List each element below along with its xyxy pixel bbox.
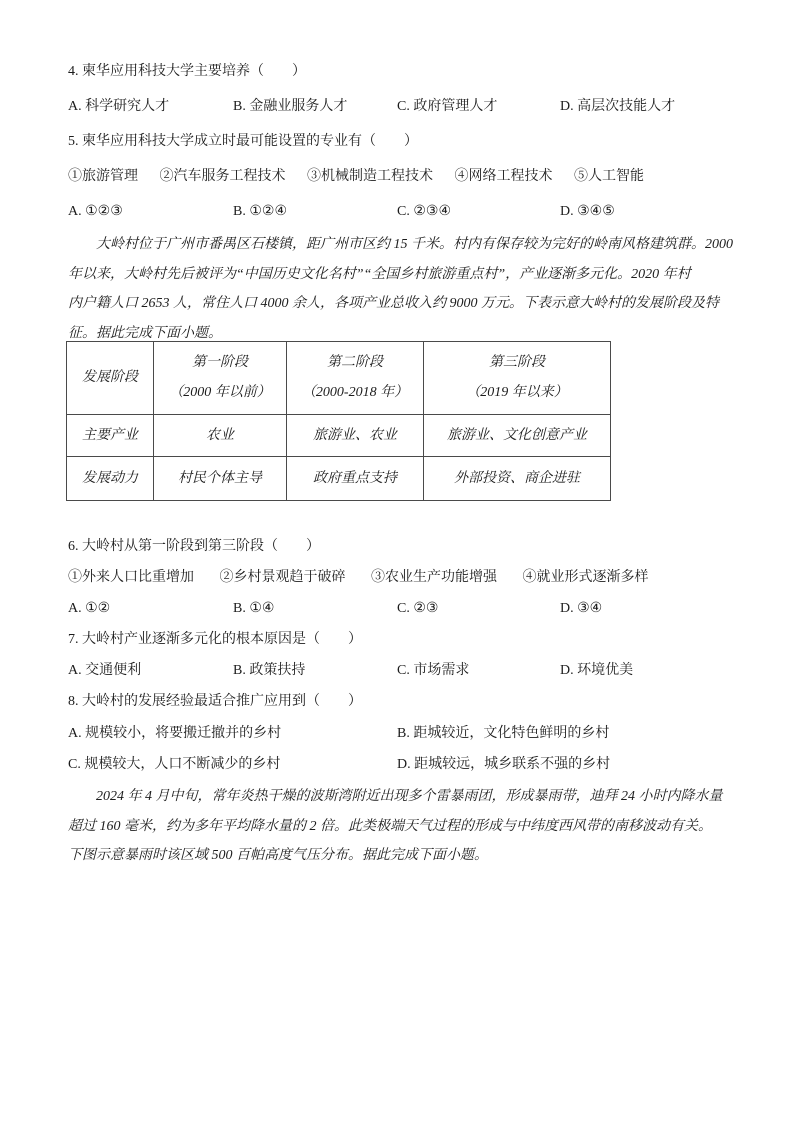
question-7-option-b: B. 政策扶持 [233, 663, 306, 678]
table-row-development-driver [67, 457, 611, 501]
passage-rainstorm-line-1: 2024 年 4 月中旬，常年炎热干燥的波斯湾附近出现多个雷暴雨团，形成暴雨带，迪拜 24 小时内降水量 [96, 789, 723, 804]
question-8-option-c: C. 规模较大，人口不断减少的乡村 [68, 757, 281, 772]
question-6-option-c: C. ②③ [397, 601, 439, 616]
passage-daling-line-2: 年以来，大岭村先后被评为“中国历史文化名村”“全国乡村旅游重点村”，产业逐渐多元化。2020 年村 [68, 267, 691, 282]
question-5-item-2: ②汽车服务工程技术 [159, 169, 286, 184]
question-7-option-c: C. 市场需求 [397, 663, 470, 678]
row-label: 发展动力 [67, 457, 154, 501]
question-8-option-d: D. 距城较远，城乡联系不强的乡村 [397, 757, 611, 772]
question-7-stem: 7. 大岭村产业逐渐多元化的根本原因是（ ） [68, 632, 362, 647]
stage-1-period: （2000 年以前） [169, 385, 271, 400]
question-8-option-a: A. 规模较小，将要搬迁撤并的乡村 [68, 726, 282, 741]
stage-2-name: 第二阶段 [327, 355, 383, 370]
question-8-option-b: B. 距城较近，文化特色鲜明的乡村 [397, 726, 610, 741]
table-stage-2-cell [287, 342, 424, 415]
table-cell: 村民个体主导 [154, 457, 287, 501]
question-4-option-a: A. 科学研究人才 [68, 99, 170, 114]
question-5-item-1: ①旅游管理 [68, 169, 138, 184]
question-5-item-4: ④网络工程技术 [454, 169, 553, 184]
question-5-item-3: ③机械制造工程技术 [307, 169, 433, 184]
table-cell: 农业 [154, 415, 287, 457]
question-5-option-b: B. ①②④ [233, 204, 287, 219]
passage-daling-line-3: 内户籍人口 2653 人，常住人口 4000 余人，各项产业总收入约 9000 万元。下表示意大岭村的发展阶段及特 [68, 296, 719, 311]
question-6-stem: 6. 大岭村从第一阶段到第三阶段（ ） [68, 539, 320, 554]
question-6-option-a: A. ①② [68, 601, 111, 616]
passage-daling-line-4: 征。据此完成下面小题。 [68, 326, 222, 341]
question-5-option-a: A. ①②③ [68, 204, 123, 219]
question-8-stem: 8. 大岭村的发展经验最适合推广应用到（ ） [68, 694, 362, 709]
question-6-item-2: ②乡村景观趋于破碎 [219, 570, 346, 585]
question-7-option-a: A. 交通便利 [68, 663, 142, 678]
table-cell: 外部投资、商企进驻 [424, 457, 611, 501]
stage-2-period: （2000-2018 年） [301, 385, 409, 400]
table-header-row [67, 342, 611, 415]
table-cell: 政府重点支持 [287, 457, 424, 501]
question-6-item-4: ④就业形式逐渐多样 [522, 570, 649, 585]
passage-rainstorm-line-2: 超过 160 毫米，约为多年平均降水量的 2 倍。此类极端天气过程的形成与中纬度西风带的南移波动有关。 [68, 819, 712, 834]
table-stage-1-cell [154, 342, 287, 415]
question-5-stem: 5. 柬华应用科技大学成立时最可能设置的专业有（ ） [68, 134, 418, 149]
question-6-option-b: B. ①④ [233, 601, 275, 616]
table-stage-3-cell [424, 342, 611, 415]
row-label: 主要产业 [67, 415, 154, 457]
question-6-item-1: ①外来人口比重增加 [68, 570, 194, 585]
passage-rainstorm-line-3: 下图示意暴雨时该区域 500 百帕高度气压分布。据此完成下面小题。 [68, 848, 488, 863]
stage-1-name: 第一阶段 [192, 355, 248, 370]
question-6-option-d: D. ③④ [560, 601, 603, 616]
table-cell: 旅游业、文化创意产业 [424, 415, 611, 457]
question-4-option-d: D. 高层次技能人才 [560, 99, 676, 114]
table-row-main-industry [67, 415, 611, 457]
question-4-option-c: C. 政府管理人才 [397, 99, 498, 114]
question-5-option-d: D. ③④⑤ [560, 204, 615, 219]
question-5-items [68, 168, 728, 186]
question-7-option-d: D. 环境优美 [560, 663, 634, 678]
question-6-item-3: ③农业生产功能增强 [371, 570, 497, 585]
table-cell: 旅游业、农业 [287, 415, 424, 457]
stage-3-name: 第三阶段 [489, 355, 545, 370]
stage-3-period: （2019 年以来） [466, 385, 568, 400]
question-5-option-c: C. ②③④ [397, 204, 451, 219]
question-4-stem: 4. 柬华应用科技大学主要培养（ ） [68, 64, 306, 79]
passage-daling-line-1: 大岭村位于广州市番禺区石楼镇，距广州市区约 15 千米。村内有保存较为完好的岭南风格建筑群。2000 [96, 237, 733, 252]
question-5-item-5: ⑤人工智能 [574, 169, 644, 184]
question-6-items [68, 569, 728, 587]
development-stages-table [66, 341, 611, 501]
question-4-option-b: B. 金融业服务人才 [233, 99, 348, 114]
table-corner-cell: 发展阶段 [67, 342, 154, 415]
